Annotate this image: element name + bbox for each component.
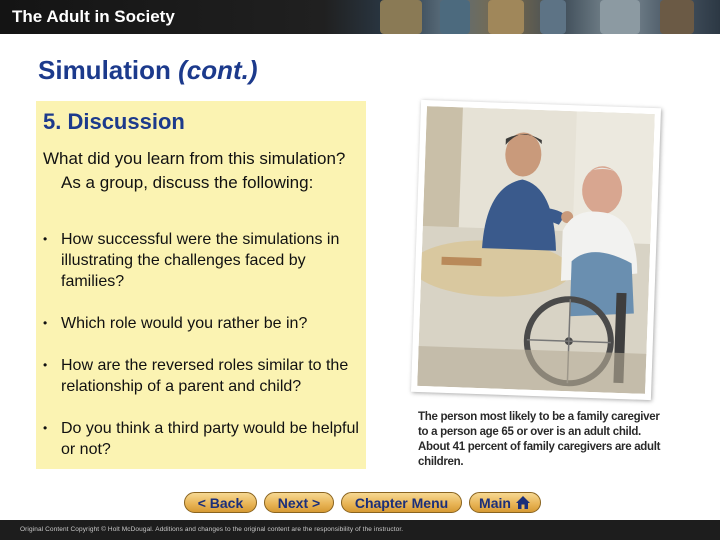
header-decoration [440,0,470,34]
caregiver-photo-illustration [417,106,655,394]
list-item-text: Which role would you rather be in? [61,315,308,332]
back-button[interactable]: < Back [184,492,257,513]
header-bar [0,0,720,34]
header-decoration [488,0,524,34]
header-decoration [540,0,566,34]
chapter-menu-button[interactable]: Chapter Menu [341,492,462,513]
main-button[interactable] [469,492,541,513]
header-decoration [600,0,640,34]
list-item [43,355,361,397]
copyright-text: Original Content Copyright © Holt McDougal. Additions and changes to the original content are the responsibility of the instructor. [20,526,404,533]
section-heading: 5. Discussion [43,109,185,134]
page-title-cont: (cont.) [178,55,258,85]
page-title [38,55,258,86]
bullet-icon: • [43,316,48,330]
list-item [43,229,361,292]
discussion-box [36,101,366,469]
page-title-main: Simulation [38,55,171,85]
intro-text: What did you learn from this simulation? As a group, discuss the following: [43,149,346,192]
list-item-text: Do you think a third party would be helpful or not? [61,420,359,458]
bullet-icon: • [43,232,48,246]
next-button[interactable]: Next > [264,492,334,513]
bullet-icon: • [43,421,48,435]
header-decoration [380,0,422,34]
bullet-list [43,229,361,481]
header-decoration [660,0,694,34]
list-item [43,313,361,334]
home-icon [515,495,531,510]
list-item-text: How are the reversed roles similar to the relationship of a parent and child? [61,357,349,395]
list-item-text: How successful were the simulations in illustrating the challenges faced by families? [61,231,340,290]
caregiver-photo [411,100,661,400]
photo-caption: The person most likely to be a family caregiver to a person age 65 or over is an adult child. About 41 percent of family caregivers are adult children. [418,411,661,468]
header-title: The Adult in Society [12,7,175,26]
bullet-icon: • [43,358,48,372]
footer-bar [0,520,720,540]
list-item [43,418,361,460]
main-button-label: Main [479,494,511,511]
